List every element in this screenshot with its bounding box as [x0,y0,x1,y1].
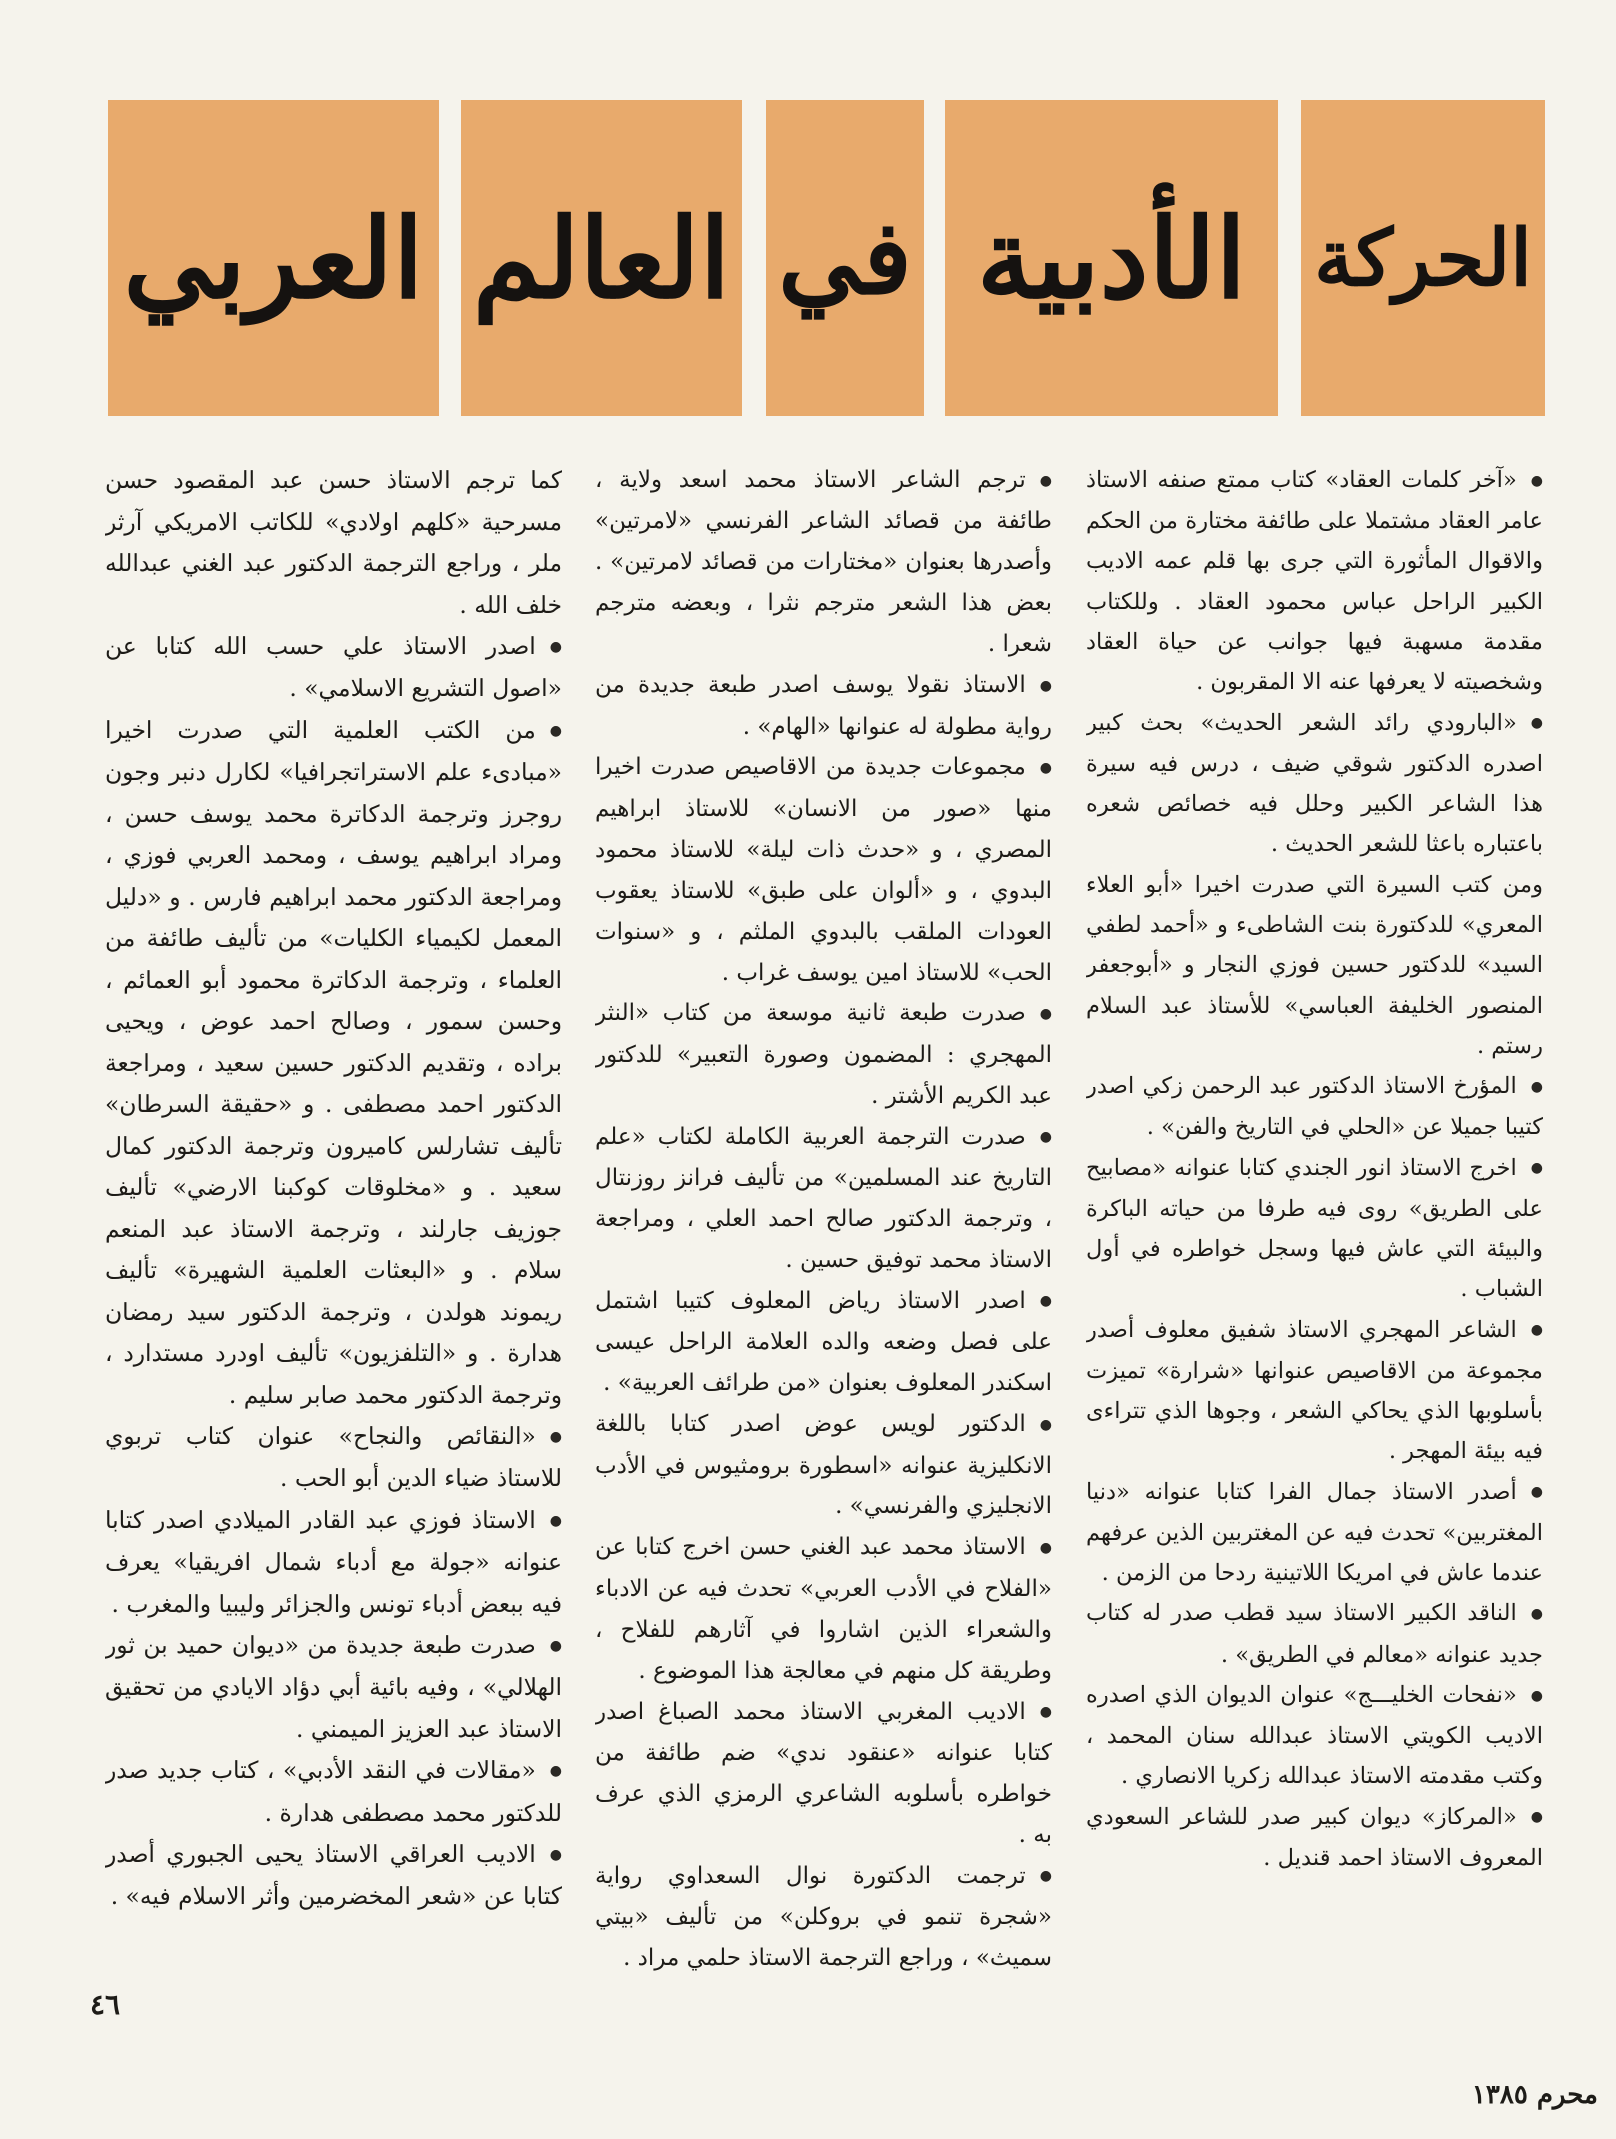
news-item-text: الناقد الكبير الاستاذ سيد قطب صدر له كتاب جديد عنوانه «معالم في الطريق» . [1086,1600,1543,1668]
news-item [1086,1593,1543,1674]
news-item-text: الاستاذ نقولا يوسف اصدر طبعة جديدة من رواية مطولة له عنوانها «الهام» . [595,672,1052,740]
bullet-icon: ● [1039,1539,1052,1556]
news-item [595,1692,1052,1856]
news-item-text: الشاعر المهجري الاستاذ شفيق معلوف أصدر مجموعة من الاقاصيص عنوانها «شرارة» تميزت بأسلوبها الذي يحاكي الشعر ، وجوها الذي تتراءى فيه بيئة المهجر . [1086,1316,1543,1465]
news-item [595,460,1052,665]
article-column-middle [595,460,1052,1995]
title-tile-4 [461,100,742,416]
bullet-icon: ● [1039,677,1052,694]
news-item [105,1416,562,1500]
news-item [1086,703,1543,865]
news-item [595,747,1052,993]
news-item-text: اخرج الاستاذ انور الجندي كتابا عنوانه «مصابيح على الطريق» روى فيه طرفا من حياته الباكرة والبيئة التي عاش فيها وسجل خواطره في أول الشباب . [1086,1154,1543,1303]
news-item-text: ترجمت الدكتورة نوال السعداوي رواية «شجرة تنمو في بروكلن» من تأليف «بيتي سميث» ، وراجع الترجمة الاستاذ حلمي مراد . [595,1862,1052,1972]
news-item [1086,460,1543,703]
news-item [1086,1148,1543,1310]
title-tile-1 [1301,100,1545,416]
news-item [595,1404,1052,1527]
news-item [105,1750,562,1834]
news-item [595,1856,1052,1979]
news-item-text: «آخر كلمات العقاد» كتاب ممتع صنفه الاستاذ عامر العقاد مشتملا على طائفة مختارة من الحكم والاقوال المأثورة التي جرى بها قلم عمه الاديب الكبير الراحل عباس محمود العقاد . وللكتاب مقدمة مسهبة فيها جوانب عن حياة العقاد وشخصيته لا يعرفها عنه الا المقربون . [1086,467,1543,696]
news-item-text: المؤرخ الاستاذ الدكتور عبد الرحمن زكي اصدر كتيبا جميلا عن «الحلي في التاريخ والفن» . [1086,1073,1543,1141]
bullet-icon: ● [1039,1416,1052,1433]
news-item [105,626,562,710]
bullet-icon: ● [549,638,562,655]
news-item [105,710,562,1416]
news-item-text: كما ترجم الاستاذ حسن عبد المقصود حسن مسرحية «كلهم اولادي» للكاتب الامريكي آرثر ملر ، وراجع الترجمة الدكتور عبد الغني عبدالله خلف الله . [105,466,562,619]
news-item [1086,1675,1543,1797]
bullet-icon: ● [549,1428,562,1445]
bullet-icon: ● [1530,1809,1543,1826]
bullet-icon: ● [1039,1005,1052,1022]
title-word: الحركة [1314,212,1532,304]
title-tile-2 [945,100,1278,416]
news-item-text: صدرت طبعة جديدة من «ديوان حميد بن ثور الهلالي» ، وفيه بائية أبي دؤاد الايادي من تحقيق الاستاذ عبد العزيز الميمني . [105,1631,562,1743]
bullet-icon: ● [549,1637,562,1654]
news-item [105,1500,562,1625]
bullet-icon: ● [1530,1078,1543,1095]
article-column-left [105,460,562,1995]
news-item-text: الاستاذ محمد عبد الغني حسن اخرج كتابا عن «الفلاح في الأدب العربي» تحدث فيه عن الادباء والشعراء الذين اشاروا في آثارهم للفلاح ، وطريقة كل منهم في معالجة هذا الموضوع . [595,1534,1052,1684]
news-item-text: اصدر الاستاذ رياض المعلوف كتيبا اشتمل على فصل وضعه والده العلامة الراحل عيسى اسكندر المعلوف بعنوان «من طرائف العربية» . [595,1287,1052,1397]
bullet-icon: ● [549,1512,562,1529]
bullet-icon: ● [549,1846,562,1863]
bullet-icon: ● [1039,1704,1052,1721]
news-item [595,1527,1052,1691]
bullet-icon: ● [1039,1293,1052,1310]
news-item [1086,1310,1543,1472]
bullet-icon: ● [1530,1160,1543,1177]
news-item [105,460,562,626]
news-item-text: «النقائص والنجاح» عنوان كتاب تربوي للاستاذ ضياء الدين أبو الحب . [105,1422,562,1493]
news-item-text: «نفحات الخليـــج» عنوان الديوان الذي اصدره الاديب الكويتي الاستاذ عبدالله سنان المحمد ، وكتب مقدمته الاستاذ عبدالله زكريا الانصاري . [1086,1681,1543,1790]
news-item [1086,1797,1543,1878]
news-item-text: الاستاذ فوزي عبد القادر الميلادي اصدر كتابا عنوانه «جولة مع أدباء شمال افريقيا» يعرف فيه ببعض أدباء تونس والجزائر وليبيا والمغرب . [105,1505,562,1618]
bullet-icon: ● [1530,715,1543,732]
bullet-icon: ● [1530,1687,1543,1704]
news-item [595,1117,1052,1281]
news-item [105,1625,562,1750]
bullet-icon: ● [1530,472,1543,489]
news-item-text: الدكتور لويس عوض اصدر كتابا باللغة الانكليزية عنوانه «اسطورة برومثيوس في الأدب الانجليزي والفرنسي» . [595,1411,1052,1520]
news-item [595,1281,1052,1404]
news-item-text: من الكتب العلمية التي صدرت اخيرا «مبادىء علم الاستراتجرافيا» لكارل دنبر وجون روجرز وترجمة الدكاترة محمد يوسف حسن ، ومراد ابراهيم يوسف ، ومحمد العربي فوزي ، ومراجعة الدكتور محمد ابراهيم فارس . و «دليل المعمل لكيمياء الكليات» من تأليف طائفة من العلماء ، وترجمة الدكاترة محمود أبو العمائم ، وحسن سمور ، وصالح احمد عوض ، ويحيى براده ، وتقديم الدكتور حسين سعيد ، ومراجعة الدكتور احمد مصطفى . و «حقيقة السرطان» تأليف تشارلس كاميرون وترجمة الدكتور كمال سعيد . و «مخلوقات كوكبنا الارضي» تأليف جوزيف جارلند ، وترجمة الاستاذ عبد المنعم سلام . و «البعثات العلمية الشهيرة» تأليف ريموند هولدن ، وترجمة الدكتور سيد رمضان هدارة . و «التلفزيون» تأليف اودرد مستدارد ، وترجمة الدكتور محمد صابر سليم . [105,715,562,1409]
news-item-text: صدرت الترجمة العربية الكاملة لكتاب «علم التاريخ عند المسلمين» من تأليف فرانز روزنتال ، وترجمة الدكتور صالح احمد العلي ، ومراجعة الاستاذ محمد توفيق حسين . [595,1123,1052,1273]
news-item-text: الاديب العراقي الاستاذ يحيى الجبوري أصدر كتابا عن «شعر المخضرمين وأثر الاسلام فيه» . [105,1840,562,1911]
news-item [595,993,1052,1116]
bullet-icon: ● [549,722,562,739]
title-word: العالم [472,193,731,323]
news-item [595,665,1052,747]
article-column-right [1086,460,1543,1995]
bullet-icon: ● [1039,472,1052,489]
news-item-text: ومن كتب السيرة التي صدرت اخيرا «أبو العلاء المعري» للدكتورة بنت الشاطىء و «أحمد لطفي السيد» للدكتور حسين فوزي النجار و «أبوجعفر المنصور الخليفة العباسي» للأستاذ عبد السلام رستم . [1086,871,1543,1059]
page-number: ٤٦ [90,1988,121,2021]
bullet-icon: ● [1530,1484,1543,1501]
bullet-icon: ● [1039,1868,1052,1885]
news-item-text: «مقالات في النقد الأدبي» ، كتاب جديد صدر للدكتور محمد مصطفى هدارة . [105,1756,562,1827]
news-item-text: صدرت طبعة ثانية موسعة من كتاب «النثر المهجري : المضمون وصورة التعبير» للدكتور عبد الكريم الأشتر . [595,1000,1052,1109]
news-item-text: «المركاز» ديوان كبير صدر للشاعر السعودي المعروف الاستاذ احمد قنديل . [1086,1803,1543,1871]
news-item [1086,865,1543,1066]
title-word: في [778,198,912,318]
news-item-text: الاديب المغربي الاستاذ محمد الصباغ اصدر كتابا عنوانه «عنقود ندي» ضم طائفة من خواطره بأسلوبه الشاعري الرمزي الذي عرف به . [595,1698,1052,1848]
news-item-text: مجموعات جديدة من الاقاصيص صدرت اخيرا منها «صور من الانسان» للاستاذ ابراهيم المصري ، و «حدث ذات ليلة» للاستاذ محمود البدوي ، و «ألوان على طبق» للاستاذ يعقوب العودات الملقب بالبدوي الملثم ، و «سنوات الحب» للاستاذ امين يوسف غراب . [595,754,1052,986]
title-word: الأدبية [976,193,1247,323]
news-item [1086,1472,1543,1594]
news-item-text: أصدر الاستاذ جمال الفرا كتابا عنوانه «دنيا المغتربين» تحدث فيه عن المغتربين الذين عرفهم عندما عاش في امريكا اللاتينية ردحا من الزمن . [1086,1478,1543,1587]
bullet-icon: ● [1039,1129,1052,1146]
bullet-icon: ● [1530,1606,1543,1623]
bullet-icon: ● [1530,1322,1543,1339]
news-item-text: ترجم الشاعر الاستاذ محمد اسعد ولاية ، طائفة من قصائد الشاعر الفرنسي «لامرتين» وأصدرها بعنوان «مختارات من قصائد لامرتين» . بعض هذا الشعر مترجم نثرا ، وبعضه مترجم شعرا . [595,467,1052,658]
news-item [1086,1066,1543,1147]
news-item [105,1834,562,1918]
bullet-icon: ● [549,1763,562,1779]
issue-date: محرم ١٣٨٥ [1471,2080,1598,2110]
title-tile-3 [766,100,924,416]
bullet-icon: ● [1039,759,1052,776]
news-item-text: اصدر الاستاذ علي حسب الله كتابا عن «اصول التشريع الاسلامي» . [105,632,562,703]
news-item-text: «البارودي رائد الشعر الحديث» بحث كبير اصدره الدكتور شوقي ضيف ، درس فيه سيرة هذا الشاعر الكبير وحلل فيه خصائص شعره باعتباره باعثا للشعر الحديث . [1086,709,1543,858]
title-tile-5 [108,100,439,416]
title-word: العربي [123,193,424,323]
